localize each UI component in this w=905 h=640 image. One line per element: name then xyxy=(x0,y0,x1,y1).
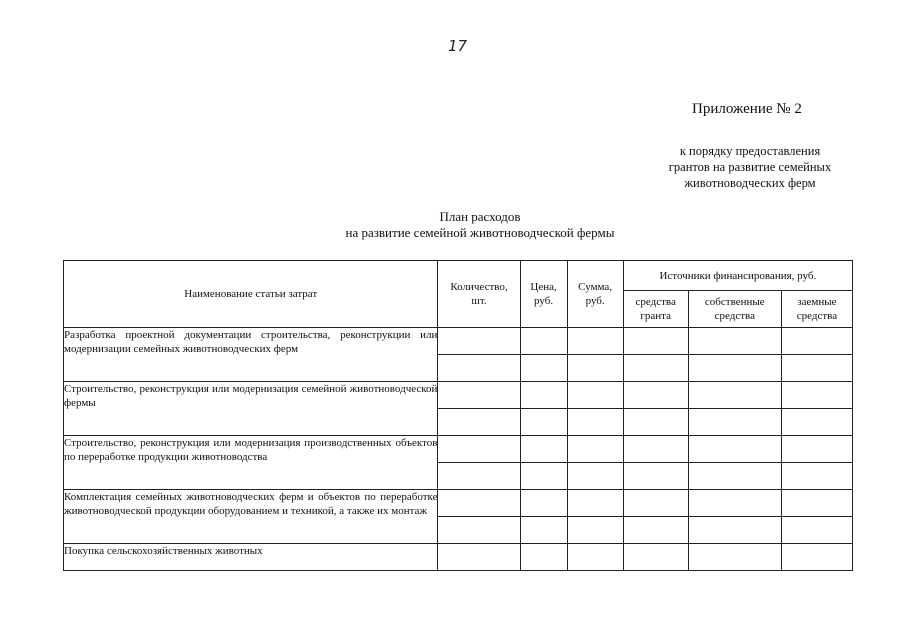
cell-sum[interactable] xyxy=(567,382,623,409)
cell-sum[interactable] xyxy=(567,463,623,490)
cell-quantity[interactable] xyxy=(438,436,520,463)
row-item-name: Разработка проектной документации строительства, реконструкции или модернизации семейных животноводческих ферм xyxy=(64,328,438,382)
header-name: Наименование статьи затрат xyxy=(64,261,438,328)
cell-grant[interactable] xyxy=(623,490,688,517)
appendix-subtitle-line: грантов на развитие семейных xyxy=(668,160,832,174)
header-sources: Источники финансирования, руб. xyxy=(623,261,852,291)
appendix-subtitle xyxy=(645,143,855,191)
cell-sum[interactable] xyxy=(567,409,623,436)
cell-quantity[interactable] xyxy=(438,463,520,490)
cell-quantity[interactable] xyxy=(438,544,520,571)
table-row xyxy=(64,328,853,355)
cell-grant[interactable] xyxy=(623,328,688,355)
row-item-name: Строительство, реконструкция или модернизация семейной животноводческой фермы xyxy=(64,382,438,436)
header-grant: средства гранта xyxy=(623,291,688,328)
cell-borrowed[interactable] xyxy=(781,355,852,382)
cell-quantity[interactable] xyxy=(438,328,520,355)
header-price: Цена, руб. xyxy=(520,261,567,328)
cell-price[interactable] xyxy=(520,463,567,490)
row-item-name: Покупка сельскохозяйственных животных xyxy=(64,544,438,571)
cell-quantity[interactable] xyxy=(438,517,520,544)
cell-own[interactable] xyxy=(688,436,781,463)
cell-sum[interactable] xyxy=(567,355,623,382)
cell-quantity[interactable] xyxy=(438,355,520,382)
expense-plan-table xyxy=(63,260,853,571)
header-own: собственные средства xyxy=(688,291,781,328)
cell-borrowed[interactable] xyxy=(781,328,852,355)
plan-heading xyxy=(250,209,710,241)
page-number: 17 xyxy=(448,37,468,55)
cell-own[interactable] xyxy=(688,490,781,517)
cell-own[interactable] xyxy=(688,517,781,544)
cell-borrowed[interactable] xyxy=(781,463,852,490)
cell-sum[interactable] xyxy=(567,490,623,517)
cell-grant[interactable] xyxy=(623,409,688,436)
cell-sum[interactable] xyxy=(567,517,623,544)
row-item-name: Строительство, реконструкция или модернизация производственных объектов по переработке продукции животноводства xyxy=(64,436,438,490)
cell-price[interactable] xyxy=(520,409,567,436)
cell-own[interactable] xyxy=(688,355,781,382)
cell-grant[interactable] xyxy=(623,544,688,571)
cell-sum[interactable] xyxy=(567,328,623,355)
cell-own[interactable] xyxy=(688,328,781,355)
appendix-subtitle-line: к порядку предоставления xyxy=(679,144,821,158)
table-row xyxy=(64,382,853,409)
cell-grant[interactable] xyxy=(623,355,688,382)
cell-grant[interactable] xyxy=(623,382,688,409)
cell-price[interactable] xyxy=(520,382,567,409)
cell-price[interactable] xyxy=(520,490,567,517)
plan-title: План расходов xyxy=(439,209,521,224)
cell-quantity[interactable] xyxy=(438,490,520,517)
cell-price[interactable] xyxy=(520,544,567,571)
appendix-subtitle-line: животноводческих ферм xyxy=(684,176,816,190)
cell-sum[interactable] xyxy=(567,544,623,571)
cell-price[interactable] xyxy=(520,436,567,463)
plan-subtitle: на развитие семейной животноводческой фермы xyxy=(345,225,615,240)
cell-quantity[interactable] xyxy=(438,382,520,409)
header-quantity: Количество, шт. xyxy=(438,261,520,328)
table-row xyxy=(64,436,853,463)
cell-grant[interactable] xyxy=(623,517,688,544)
cell-own[interactable] xyxy=(688,544,781,571)
cell-own[interactable] xyxy=(688,382,781,409)
table-header-row xyxy=(64,261,853,291)
cell-own[interactable] xyxy=(688,409,781,436)
cell-grant[interactable] xyxy=(623,463,688,490)
cell-borrowed[interactable] xyxy=(781,409,852,436)
cell-quantity[interactable] xyxy=(438,409,520,436)
table-row xyxy=(64,544,853,571)
cell-borrowed[interactable] xyxy=(781,436,852,463)
cell-price[interactable] xyxy=(520,355,567,382)
cell-borrowed[interactable] xyxy=(781,517,852,544)
header-borrowed: заемные средства xyxy=(781,291,852,328)
cell-own[interactable] xyxy=(688,463,781,490)
cell-borrowed[interactable] xyxy=(781,544,852,571)
cell-sum[interactable] xyxy=(567,436,623,463)
cell-borrowed[interactable] xyxy=(781,382,852,409)
cell-grant[interactable] xyxy=(623,436,688,463)
appendix-title: Приложение № 2 xyxy=(692,101,802,117)
row-item-name: Комплектация семейных животноводческих ферм и объектов по переработке животноводческой продукции оборудованием и техникой, а также их монтаж xyxy=(64,490,438,544)
cell-borrowed[interactable] xyxy=(781,490,852,517)
cell-price[interactable] xyxy=(520,328,567,355)
header-sum: Сумма, руб. xyxy=(567,261,623,328)
table-row xyxy=(64,490,853,517)
cell-price[interactable] xyxy=(520,517,567,544)
